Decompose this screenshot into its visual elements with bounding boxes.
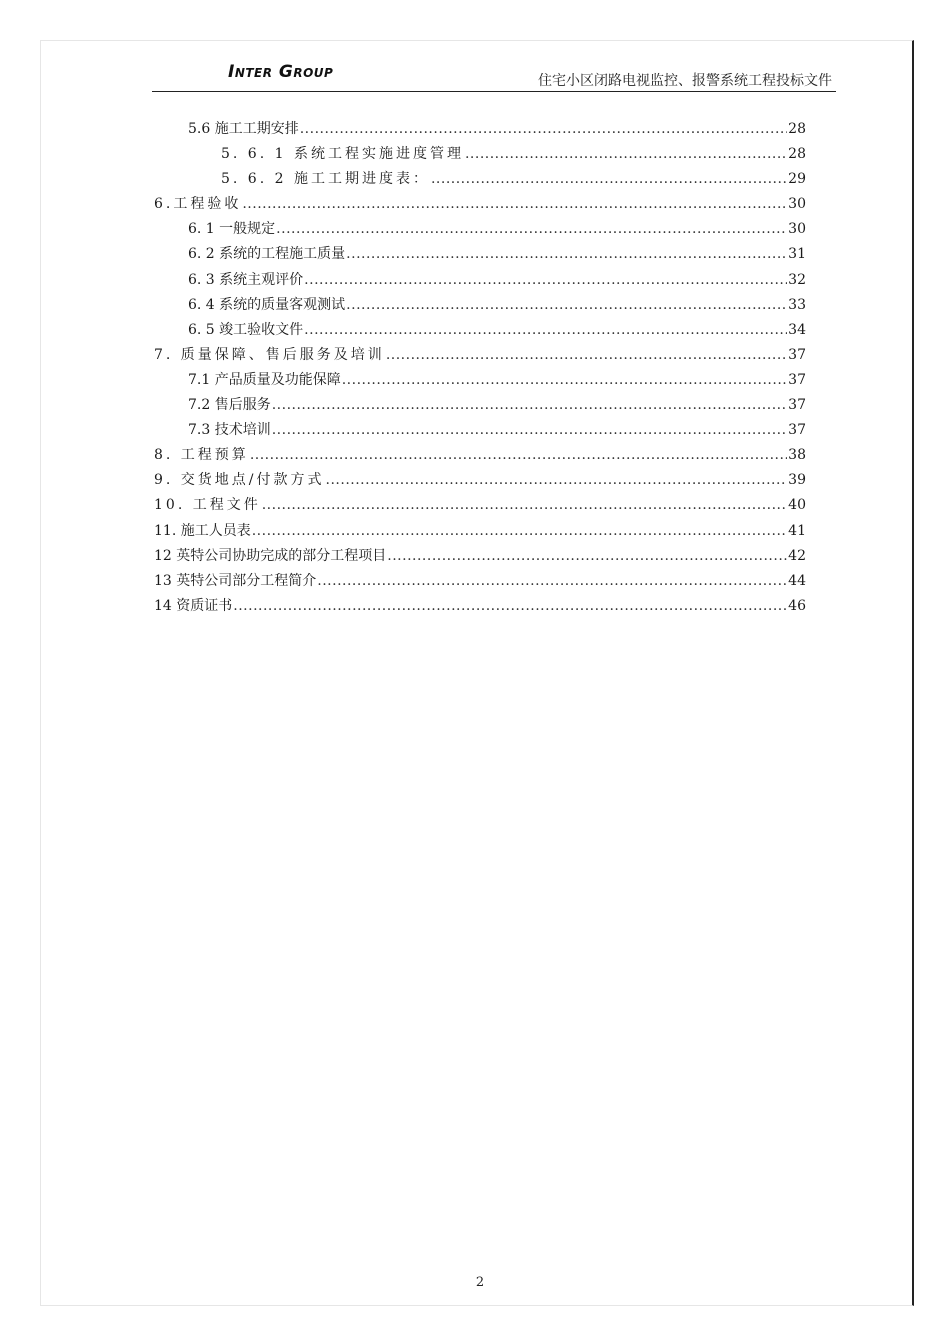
toc-entry-label: 7. 质量保障、售后服务及培训 — [154, 346, 385, 363]
toc-entry[interactable] — [154, 469, 806, 494]
toc-leader-dots — [304, 322, 787, 338]
toc-entry-label: 6. 5 竣工验收文件 — [188, 321, 304, 338]
toc-leader-dots — [387, 548, 787, 564]
toc-entry[interactable] — [154, 294, 806, 319]
toc-entry[interactable] — [154, 269, 806, 294]
toc-entry[interactable] — [154, 570, 806, 595]
toc-entry-page: 28 — [788, 121, 806, 137]
toc-entry-label: 5. 6. 2 施工工期进度表： — [221, 171, 430, 188]
toc-entry-page: 37 — [788, 371, 806, 388]
toc-entry-page: 37 — [788, 346, 806, 363]
toc-entry-label: 5. 6. 1 系统工程实施进度管理 — [221, 146, 464, 163]
toc-entry[interactable] — [154, 494, 806, 519]
document-title: 住宅小区闭路电视监控、报警系统工程投标文件 — [538, 73, 832, 89]
toc-entry-label: 6.工程验收 — [154, 196, 242, 213]
company-logo: Inter Group — [228, 62, 334, 82]
toc-entry-page: 38 — [788, 447, 806, 464]
toc-entry-page: 39 — [788, 472, 806, 489]
toc-entry-label: 7.3 技术培训 — [188, 422, 271, 439]
toc-entry[interactable] — [154, 118, 806, 143]
toc-entry-page: 30 — [788, 196, 806, 213]
toc-leader-dots — [326, 472, 788, 488]
toc-entry[interactable] — [154, 143, 806, 168]
toc-entry-page: 33 — [788, 296, 806, 313]
toc-leader-dots — [431, 171, 787, 187]
toc-leader-dots — [276, 221, 787, 237]
toc-entry-label: 6. 2 系统的工程施工质量 — [188, 246, 346, 263]
toc-entry-label: 13 英特公司部分工程简介 — [154, 572, 317, 589]
toc-entry-label: 14 资质证书 — [154, 597, 233, 614]
toc-entry[interactable] — [154, 168, 806, 193]
toc-entry-label: 10. 工程文件 — [154, 497, 261, 514]
toc-entry-label: 7.1 产品质量及功能保障 — [188, 371, 341, 388]
toc-leader-dots — [252, 523, 787, 539]
toc-leader-dots — [304, 272, 787, 288]
toc-entry[interactable] — [154, 595, 806, 620]
toc-entry[interactable] — [154, 444, 806, 469]
toc-leader-dots — [346, 246, 787, 262]
toc-entry[interactable] — [154, 218, 806, 243]
toc-leader-dots — [317, 573, 787, 589]
toc-entry[interactable] — [154, 545, 806, 570]
toc-leader-dots — [233, 598, 787, 614]
toc-leader-dots — [386, 347, 787, 363]
toc-leader-dots — [262, 497, 787, 513]
toc-entry[interactable] — [154, 193, 806, 218]
toc-leader-dots — [242, 196, 787, 212]
toc-entry[interactable] — [154, 243, 806, 268]
toc-entry-page: 28 — [788, 146, 806, 163]
toc-leader-dots — [272, 397, 787, 413]
toc-entry-page: 46 — [788, 597, 806, 614]
toc-entry-page: 30 — [788, 221, 806, 238]
toc-entry-page: 41 — [788, 522, 806, 539]
toc-entry[interactable] — [154, 319, 806, 344]
toc-entry-page: 29 — [788, 171, 806, 188]
toc-entry[interactable] — [154, 394, 806, 419]
toc-entry-label: 11. 施工人员表 — [154, 522, 251, 539]
toc-entry-page: 40 — [788, 497, 806, 514]
toc-leader-dots — [300, 121, 787, 137]
table-of-contents — [154, 118, 806, 620]
toc-entry[interactable] — [154, 369, 806, 394]
toc-entry-label: 6. 4 系统的质量客观测试 — [188, 296, 346, 313]
page-number: 2 — [475, 1275, 485, 1290]
toc-entry-page: 42 — [788, 547, 806, 564]
toc-entry-label: 12 英特公司协助完成的部分工程项目 — [154, 547, 387, 564]
toc-entry-page: 44 — [788, 572, 806, 589]
toc-leader-dots — [346, 297, 787, 313]
toc-entry-page: 31 — [788, 246, 806, 263]
toc-entry-label: 6. 1 一般规定 — [188, 221, 276, 238]
toc-entry-label: 8. 工程预算 — [154, 447, 249, 464]
toc-entry[interactable] — [154, 344, 806, 369]
toc-leader-dots — [465, 146, 787, 162]
toc-entry-label: 7.2 售后服务 — [188, 397, 271, 414]
toc-entry[interactable] — [154, 520, 806, 545]
toc-entry-label: 5.6 施工工期安排 — [188, 121, 299, 137]
toc-leader-dots — [342, 372, 787, 388]
toc-leader-dots — [272, 422, 787, 438]
toc-leader-dots — [250, 447, 787, 463]
header-divider — [152, 91, 836, 92]
toc-entry-page: 37 — [788, 397, 806, 414]
toc-entry-page: 37 — [788, 422, 806, 439]
toc-entry-label: 6. 3 系统主观评价 — [188, 271, 304, 288]
toc-entry[interactable] — [154, 419, 806, 444]
toc-entry-label: 9. 交货地点/付款方式 — [154, 472, 325, 489]
toc-entry-page: 34 — [788, 321, 806, 338]
toc-entry-page: 32 — [788, 271, 806, 288]
